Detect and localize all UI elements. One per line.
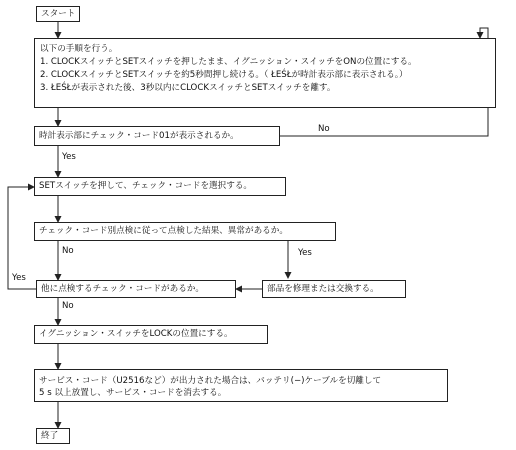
procedure-box: [34, 38, 496, 108]
yes-label-inspect: Yes: [298, 248, 312, 258]
no-label-inspect: No: [62, 246, 74, 256]
procedure-line-3: 3. ŁEŚŁが表示された後、3秒以内にCLOCKスイッチとSETスイッチを離す。: [40, 83, 336, 93]
procedure-line-2: 2. CLOCKスイッチとSETスイッチを約5秒間押し続ける。（ ŁEŚŁが時計表示部に表示される。）: [40, 70, 408, 80]
end-label: 終了: [41, 431, 59, 441]
inspect-result-text: チェック・コード別点検に従って点検した結果、異常があるか。: [39, 226, 288, 236]
check-code01-text: 時計表示部にチェック・コード01が表示されるか。: [39, 131, 239, 141]
ignition-lock-box: [34, 325, 268, 344]
no-label-code01: No: [318, 124, 330, 134]
service-code-box: [34, 369, 448, 402]
start-label: スタート: [41, 9, 76, 19]
procedure-line-0: 以下の手順を行う。: [40, 44, 118, 54]
repair-box: [262, 280, 406, 298]
select-code-text: SETスイッチを押して、チェック・コードを選択する。: [39, 181, 253, 191]
no-label-other: No: [62, 301, 74, 311]
end-box: [36, 428, 70, 444]
yes-label-other: Yes: [12, 273, 26, 283]
service-code-line-0: サービス・コード（U2516など）が出力された場合は、バッテリ(−)ケーブルを切離して: [39, 376, 382, 386]
ignition-lock-text: イグニッション・スイッチをLOCKの位置にする。: [39, 329, 233, 339]
start-box: [36, 6, 80, 22]
select-code-box: [34, 177, 286, 196]
yes-label-code01: Yes: [62, 152, 76, 162]
repair-text: 部品を修理または交換する。: [267, 284, 379, 294]
inspect-result-box: [34, 222, 336, 241]
procedure-line-1: 1. CLOCKスイッチとSETスイッチを押したまま、イグニッション・スイッチをONの位置にする。: [40, 57, 417, 67]
other-code-box: [36, 280, 236, 298]
service-code-line-1: 5 s 以上放置し、サービス・コードを消去する。: [39, 388, 227, 398]
other-code-text: 他に点検するチェック・コードがあるか。: [41, 284, 205, 294]
check-code01-box: [34, 126, 280, 146]
